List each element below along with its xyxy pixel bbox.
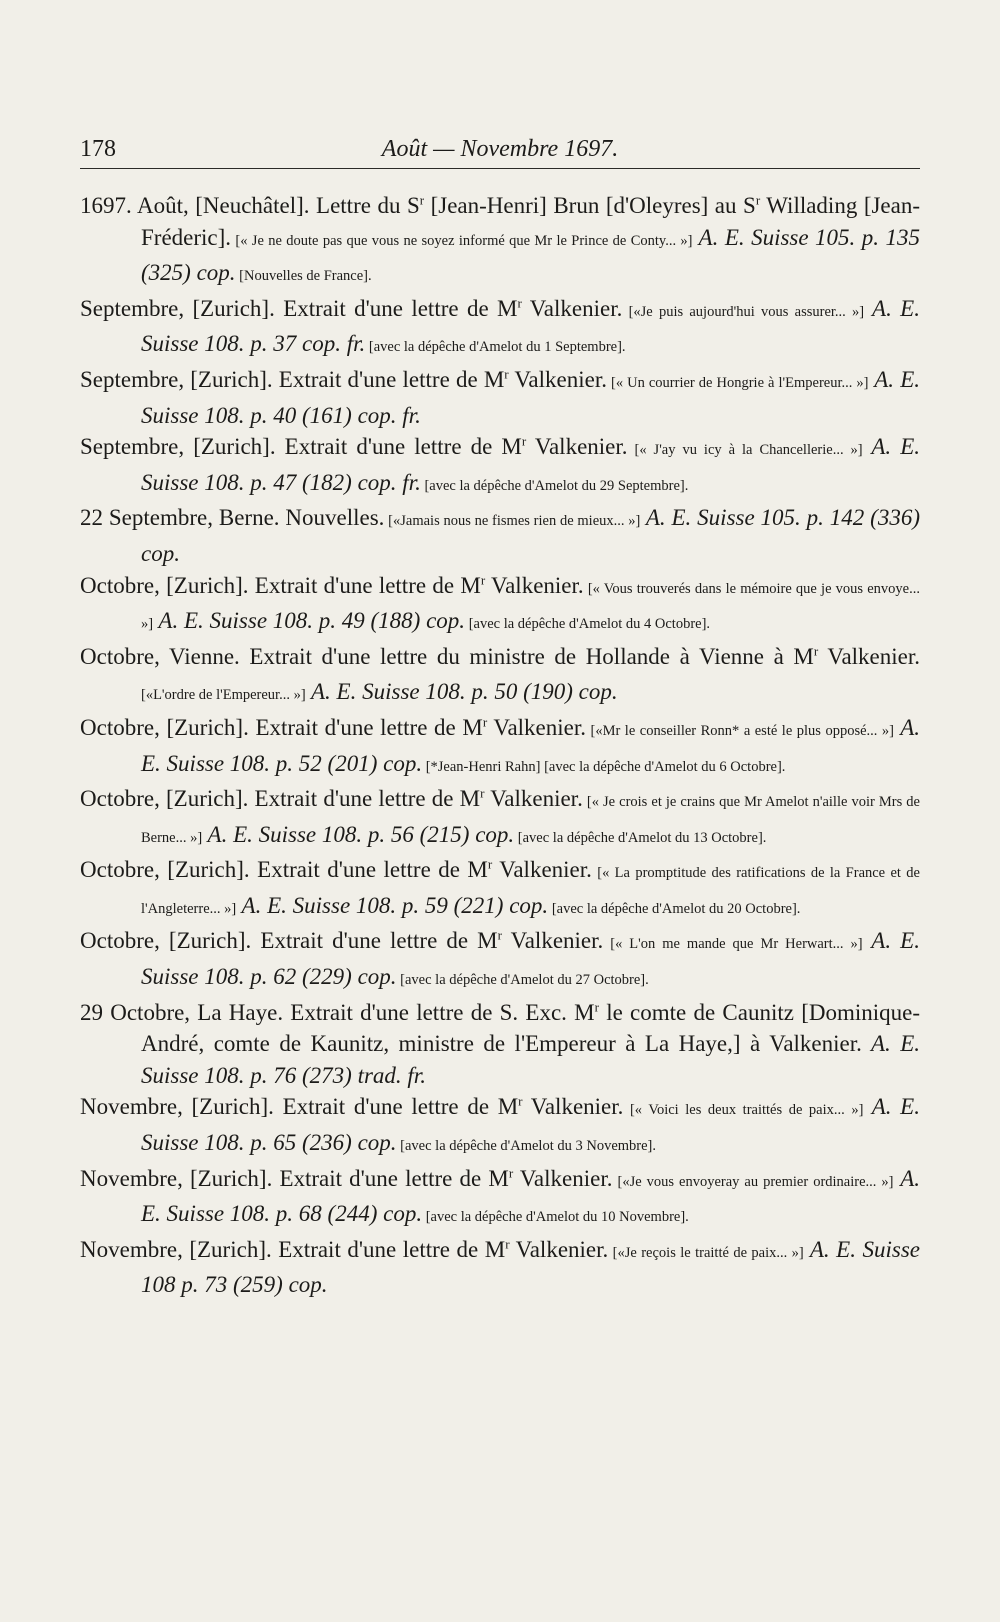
entry-quote: [«Je reçois le traitté de paix... »] <box>608 1244 804 1261</box>
entry-text: Valkenier. <box>513 1165 613 1191</box>
catalog-entry <box>80 641 920 712</box>
entry-reference: A. E. Suisse 108. p. 76 (273) trad. fr. <box>141 1031 920 1088</box>
entry-note: [avec la dépêche d'Amelot du 3 Novembre]. <box>396 1138 657 1155</box>
entry-text: Valkenier. <box>508 366 607 392</box>
page-header <box>80 132 920 168</box>
catalog-entry <box>80 854 920 925</box>
entry-note: [avec la dépêche d'Amelot du 27 Octobre]. <box>396 972 649 989</box>
entry-quote: [« J'ay vu icy à la Chancellerie... »] <box>627 442 863 459</box>
entry-superscript: r <box>517 295 522 311</box>
entry-note: [avec la dépêche d'Amelot du 10 Novembre]. <box>422 1209 689 1226</box>
entry-superscript: r <box>594 999 599 1014</box>
catalog-entry <box>80 502 920 569</box>
entry-text: Octobre, [Zurich]. Extrait d'une lettre de M <box>80 786 481 812</box>
entry-reference: A. E. Suisse 108 p. 73 (259) cop. <box>141 1236 920 1298</box>
catalog-entry <box>80 364 920 431</box>
entry-text: Novembre, [Zurich]. Extrait d'une lettre de M <box>80 1094 519 1120</box>
entry-note: [*Jean-Henri Rahn] [avec la dépêche d'Amelot du 6 Octobre]. <box>422 758 786 775</box>
entry-quote: [«Je puis aujourd'hui vous assurer... »] <box>622 303 865 320</box>
entry-reference: A. E. Suisse 105. p. 135 (325) cop. <box>141 224 920 286</box>
entry-superscript: r <box>521 433 527 449</box>
entry-superscript: r <box>755 192 761 208</box>
entry-quote: [« Un courrier de Hongrie à l'Empereur... »] <box>606 374 869 391</box>
entry-text: Valkenier. <box>509 1236 609 1262</box>
entry-superscript: r <box>497 927 502 943</box>
catalog-entry <box>80 997 920 1092</box>
entry-superscript: r <box>813 643 819 659</box>
entry-note: [avec la dépêche d'Amelot du 29 Septembre]. <box>420 477 689 494</box>
entry-superscript: r <box>480 571 486 587</box>
entry-quote: [«Mr le conseiller Ronn* a esté le plus opposé... »] <box>586 722 894 739</box>
entry-text: 1697. Août, [Neuchâtel]. Lettre du S <box>80 193 420 218</box>
catalog-entry <box>80 925 920 996</box>
entry-superscript: r <box>504 366 509 382</box>
entry-list <box>80 190 920 1301</box>
entry-reference: A. E. Suisse 108. p. 68 (244) cop. <box>141 1165 920 1227</box>
entry-text: 22 Septembre, Berne. Nouvelles. <box>80 505 385 531</box>
entry-note: [avec la dépêche d'Amelot du 1 Septembre]. <box>365 339 626 356</box>
entry-quote: [«Jamais nous ne fismes rien de mieux... »] <box>384 513 641 530</box>
catalog-entry <box>80 1234 920 1301</box>
catalog-entry <box>80 431 920 502</box>
entry-superscript: r <box>419 192 425 208</box>
entry-text: Octobre, [Zurich]. Extrait d'une lettre de M <box>80 572 481 598</box>
entry-reference: A. E. Suisse 108. p. 47 (182) cop. fr. <box>141 434 921 495</box>
catalog-entry <box>80 1091 920 1162</box>
entry-text: 29 Octobre, La Haye. Extrait d'une lettre de S. Exc. M <box>80 999 595 1025</box>
entry-text: [Jean-Henri] Brun [d'Oleyres] au S <box>424 193 756 218</box>
entry-quote: [« Vous trouverés dans le mémoire que je vous envoye... »] <box>141 580 920 633</box>
entry-reference: A. E. Suisse 105. p. 142 (336) cop. <box>141 505 921 566</box>
entry-note: [avec la dépêche d'Amelot du 4 Octobre]. <box>465 616 711 633</box>
entry-text: Septembre, [Zurich]. Extrait d'une lettre de M <box>80 366 505 392</box>
entry-quote: [« L'on me mande que Mr Herwart... »] <box>603 936 863 953</box>
entry-text: Novembre, [Zurich]. Extrait d'une lettre de M <box>80 1165 509 1191</box>
entry-superscript: r <box>480 785 485 801</box>
entry-text: Valkenier. <box>487 714 586 740</box>
entry-reference: A. E. Suisse 108. p. 56 (215) cop. <box>202 821 515 847</box>
entry-reference: A. E. Suisse 108. p. 49 (188) cop. <box>153 608 466 634</box>
entry-reference: A. E. Suisse 108. p. 65 (236) cop. <box>141 1094 920 1156</box>
entry-text: Valkenier. <box>526 434 628 460</box>
entry-text: Valkenier. <box>485 572 584 598</box>
entry-superscript: r <box>487 856 493 872</box>
entry-superscript: r <box>505 1236 510 1252</box>
entry-text: Valkenier. <box>484 786 583 812</box>
entry-text: Septembre, [Zurich]. Extrait d'une lettre de M <box>80 434 522 460</box>
entry-text: Octobre, [Zurich]. Extrait d'une lettre de M <box>80 714 483 740</box>
page-number: 178 <box>80 136 116 162</box>
entry-text: Valkenier. <box>492 857 592 883</box>
entry-quote: [«L'ordre de l'Empereur... »] <box>141 687 306 704</box>
entry-text: Valkenier. <box>522 1094 624 1120</box>
entry-note: [avec la dépêche d'Amelot du 13 Octobre]. <box>514 829 767 846</box>
entry-text: Octobre, Vienne. Extrait d'une lettre du ministre de Hollande à Vienne à M <box>80 643 814 669</box>
entry-quote: [« Je ne doute pas que vous ne soyez informé que Mr le Prince de Conty... »] <box>231 232 693 249</box>
entry-reference: A. E. Suisse 108. p. 40 (161) cop. fr. <box>141 366 920 428</box>
entry-reference: A. E. Suisse 108. p. 62 (229) cop. <box>141 928 920 990</box>
entry-text: Valkenier. <box>818 643 921 669</box>
catalog-entry <box>80 1163 920 1234</box>
entry-superscript: r <box>482 714 488 730</box>
entry-text: Valkenier. <box>501 928 604 954</box>
entry-quote: [« Je crois et je crains que Mr Amelot n'aille voir Mrs de Berne... »] <box>141 794 920 846</box>
entry-text: Octobre, [Zurich]. Extrait d'une lettre de M <box>80 857 488 883</box>
entry-text: le comte de Caunitz [Dominique-André, comte de Kaunitz, ministre de l'Empereur à La Haye,] à Valkenier. <box>141 999 920 1057</box>
entry-text: Septembre, [Zurich]. Extrait d'une lettre de M <box>80 295 518 321</box>
catalog-entry <box>80 190 920 293</box>
entry-reference: A. E. Suisse 108. p. 37 cop. fr. <box>141 295 920 357</box>
entry-quote: [«Je vous envoyeray au premier ordinaire... »] <box>612 1173 894 1190</box>
entry-reference: A. E. Suisse 108. p. 59 (221) cop. <box>236 892 549 918</box>
entry-note: [Nouvelles de France]. <box>235 268 372 285</box>
catalog-entry <box>80 783 920 854</box>
header-rule <box>80 168 920 169</box>
entry-superscript: r <box>518 1093 523 1109</box>
entry-reference: A. E. Suisse 108. p. 50 (190) cop. <box>305 679 618 705</box>
entry-superscript: r <box>508 1164 514 1180</box>
entry-text: Valkenier. <box>521 295 623 321</box>
entry-reference: A. E. Suisse 108. p. 52 (201) cop. <box>141 714 920 776</box>
catalog-entry <box>80 570 920 641</box>
entry-text: Octobre, [Zurich]. Extrait d'une lettre de M <box>80 928 498 954</box>
catalog-entry <box>80 293 920 364</box>
entry-note: [avec la dépêche d'Amelot du 20 Octobre]. <box>548 900 801 917</box>
running-title: Août — Novembre 1697. <box>381 136 619 162</box>
entry-text: Novembre, [Zurich]. Extrait d'une lettre de M <box>80 1236 506 1262</box>
entry-text: Willading [Jean-Fréderic]. <box>141 193 921 250</box>
entry-quote: [« Voici les deux traittés de paix... »] <box>623 1102 864 1119</box>
entry-quote: [« La promptitude des ratifications de la France et de l'Angleterre... »] <box>141 865 920 917</box>
catalog-entry <box>80 712 920 783</box>
